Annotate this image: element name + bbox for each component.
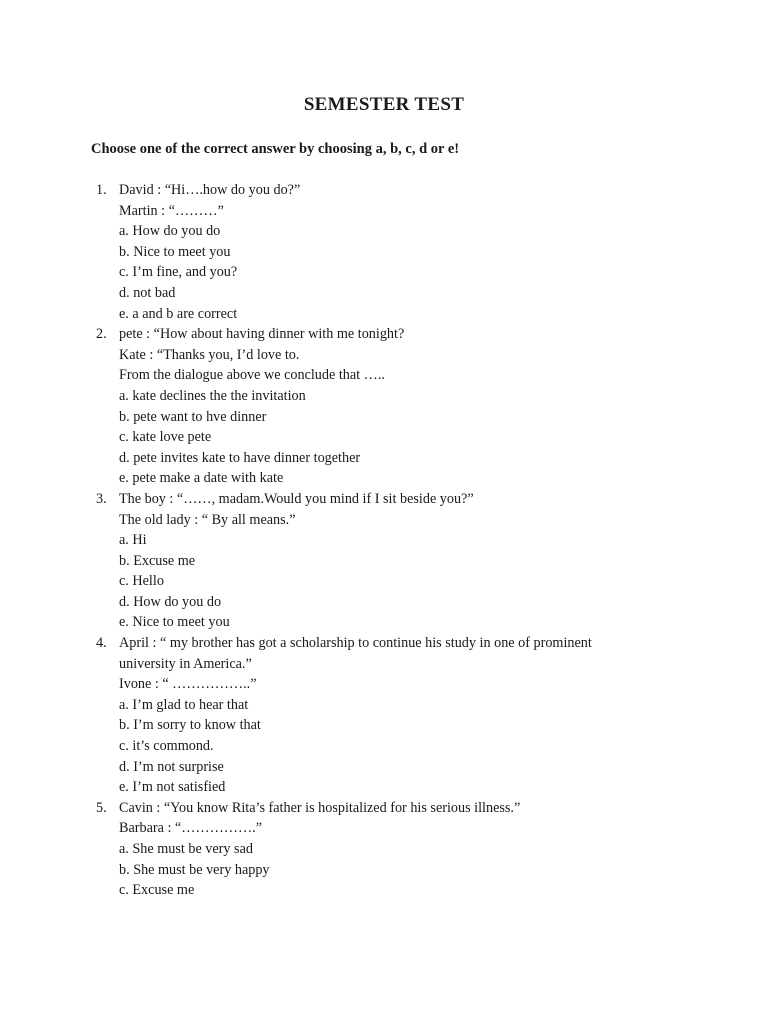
answer-option-text: a. kate declines the the invitation (119, 387, 306, 404)
question-item (0, 633, 768, 798)
answer-option (0, 283, 768, 304)
answer-option-text: d. How do you do (119, 593, 222, 610)
question-item (0, 489, 768, 633)
answer-option-text: e. Nice to meet you (119, 614, 230, 631)
question-text: university in America.” (119, 655, 252, 672)
question-stem-line (0, 324, 768, 345)
question-number: 4. (96, 635, 107, 652)
question-dialogue-line (0, 818, 768, 839)
answer-option-text: a. I’m glad to hear that (119, 696, 249, 713)
answer-option (0, 757, 768, 778)
answer-option-text: c. kate love pete (119, 429, 212, 446)
question-text: The old lady : “ By all means.” (119, 511, 296, 528)
answer-option (0, 695, 768, 716)
question-text: Cavin : “You know Rita’s father is hospitalized for his serious illness.” (119, 799, 521, 816)
question-text: April : “ my brother has got a scholarship to continue his study in one of prominent (119, 635, 592, 652)
answer-option-text: b. Excuse me (119, 552, 196, 569)
question-text: Barbara : “…………….” (119, 820, 263, 837)
question-stem-line (0, 798, 768, 819)
answer-option (0, 860, 768, 881)
answer-option-text: a. How do you do (119, 223, 221, 240)
answer-option (0, 839, 768, 860)
page-title: SEMESTER TEST (303, 94, 465, 115)
answer-option-text: c. I’m fine, and you? (119, 264, 238, 281)
answer-option (0, 448, 768, 469)
answer-option-text: a. She must be very sad (119, 841, 253, 857)
answer-option-text: a. Hi (119, 532, 147, 549)
answer-option-text: d. pete invites kate to have dinner together (119, 449, 361, 466)
question-text: Kate : “Thanks you, I’d love to. (119, 346, 300, 363)
answer-option-text: c. Excuse me (119, 882, 195, 899)
answer-option (0, 242, 768, 263)
question-text: From the dialogue above we conclude that ….. (119, 367, 385, 384)
question-number: 2. (96, 326, 107, 343)
question-dialogue-line (0, 345, 768, 366)
question-dialogue-line (0, 365, 768, 386)
answer-option (0, 571, 768, 592)
question-number: 1. (96, 182, 107, 198)
question-dialogue-line (0, 674, 768, 695)
answer-option-text: e. a and b are correct (119, 305, 238, 322)
answer-option (0, 262, 768, 283)
answer-option-text: e. I’m not satisfied (119, 779, 226, 796)
question-stem-line (0, 180, 768, 201)
question-number: 5. (96, 799, 107, 816)
question-number: 3. (96, 490, 107, 507)
question-dialogue-line (0, 510, 768, 531)
answer-option-text: b. pete want to hve dinner (119, 408, 267, 425)
question-text: The boy : “……, madam.Would you mind if I sit beside you?” (119, 490, 474, 507)
answer-option (0, 592, 768, 613)
question-list (0, 180, 768, 901)
answer-option (0, 468, 768, 489)
answer-option (0, 221, 768, 242)
answer-option (0, 304, 768, 325)
answer-option-text: e. pete make a date with kate (119, 470, 284, 487)
answer-option-text: c. it’s commond. (119, 738, 214, 755)
question-item (0, 324, 768, 489)
question-dialogue-line (0, 201, 768, 222)
answer-option-text: b. Nice to meet you (119, 243, 231, 260)
answer-option (0, 777, 768, 798)
question-item (0, 180, 768, 324)
question-dialogue-line (0, 654, 768, 675)
answer-option-text: c. Hello (119, 573, 164, 590)
question-stem-line (0, 633, 768, 654)
answer-option (0, 612, 768, 633)
question-text: pete : “How about having dinner with me tonight? (119, 326, 405, 343)
question-text: Martin : “………” (119, 202, 224, 219)
question-item (0, 798, 768, 901)
answer-option (0, 736, 768, 757)
answer-option (0, 386, 768, 407)
question-text: David : “Hi….how do you do?” (119, 182, 301, 198)
answer-option (0, 427, 768, 448)
answer-option-text: b. She must be very happy (119, 861, 270, 878)
question-stem-line (0, 489, 768, 510)
answer-option (0, 530, 768, 551)
answer-option-text: b. I’m sorry to know that (119, 717, 261, 734)
question-text: Ivone : “ ……………..” (119, 676, 257, 693)
answer-option (0, 551, 768, 572)
answer-option-text: d. I’m not surprise (119, 758, 224, 775)
answer-option-text: d. not bad (119, 284, 176, 301)
instruction-text: Choose one of the correct answer by choosing a, b, c, d or e! (91, 141, 460, 157)
answer-option (0, 880, 768, 901)
answer-option (0, 407, 768, 428)
answer-option (0, 715, 768, 736)
